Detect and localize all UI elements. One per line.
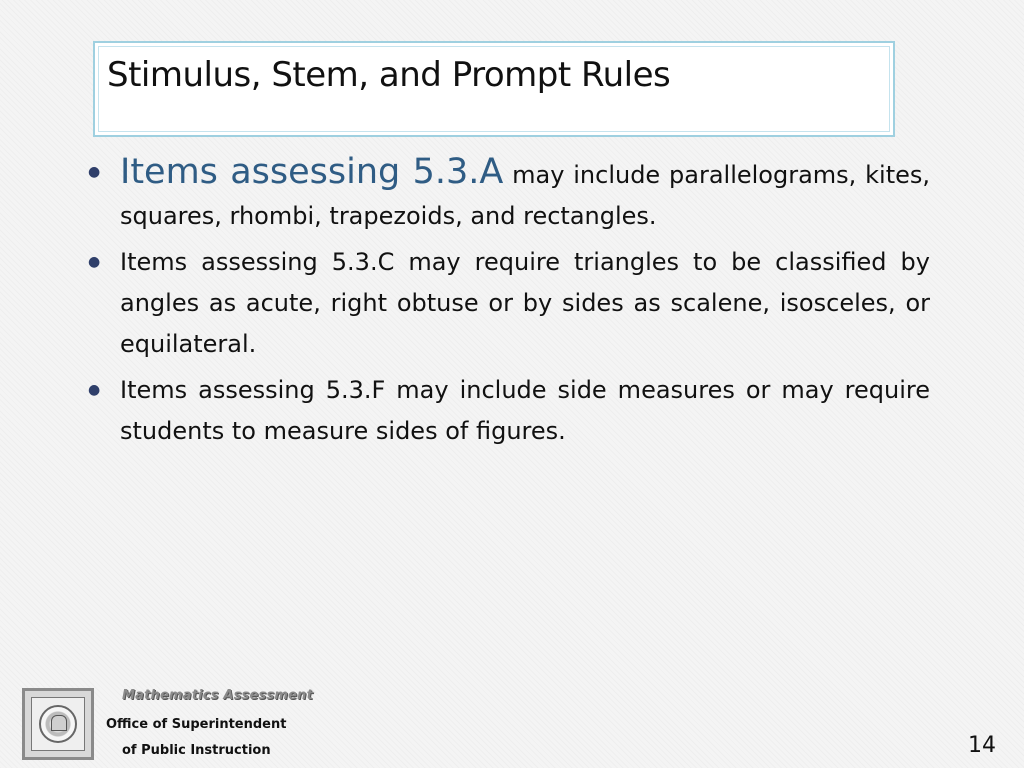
seal-icon: [39, 705, 77, 743]
bullet-icon: ●: [88, 382, 101, 398]
bullet-item-5-3-f: [88, 370, 930, 452]
title-box: [93, 41, 895, 137]
bullet-text: Items assessing 5.3.C may require triangles to be classified by angles as acute, right obtuse or by sides as scalene, isosceles, or equilateral.: [120, 248, 930, 358]
bullet-list: [88, 152, 930, 457]
slide-title: Stimulus, Stem, and Prompt Rules: [107, 55, 671, 95]
page-number: 14: [968, 733, 996, 758]
bullet-lead: Items assessing 5.3.A: [120, 152, 504, 192]
office-line-1: Office of Superintendent: [106, 717, 287, 732]
bullet-text: may include parallelograms, kites, squares, rhombi, trapezoids, and rectangles.: [120, 161, 930, 230]
bullet-icon: ●: [88, 254, 101, 270]
bullet-item-5-3-a: [88, 152, 930, 237]
bullet-item-5-3-c: [88, 242, 930, 365]
seal-frame: [31, 697, 85, 751]
mathematics-assessment-label: Mathematics Assessment: [122, 688, 314, 703]
office-line-2: of Public Instruction: [122, 743, 271, 758]
ospi-seal-logo: [22, 688, 94, 760]
bullet-text: Items assessing 5.3.F may include side measures or may require students to measure sides of figures.: [120, 376, 930, 445]
bullet-icon: ●: [88, 164, 101, 180]
